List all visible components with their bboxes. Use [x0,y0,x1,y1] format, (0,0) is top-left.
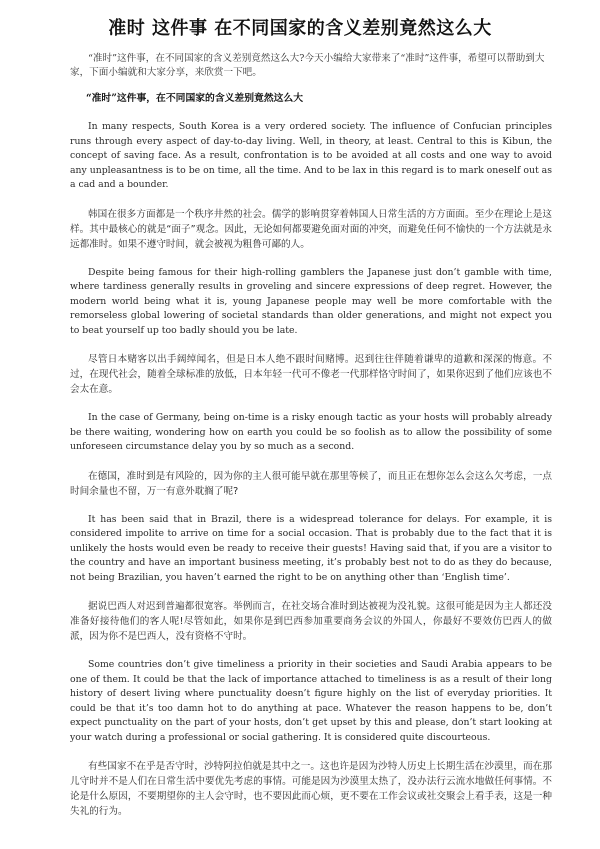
paragraph-en-germany: In the case of Germany, being on-time is a risky enough tactic as your hosts will probably already be there waiting, wondering how on earth you could be so foolish as to allow the possibility of some unforeseen circumstance delay you by so much as a second. [70,412,552,452]
article-title: 准时 这件事 在不同国家的含义差别竟然这么大 [108,18,492,39]
paragraph-en-south-korea: In many respects, South Korea is a very ordered society. The influence of Confucian principles runs through every aspect of day-to-day living. Well, in theory, at least. Central to this is Kibun, the concept of saving face. As a result, confrontation is to be avoided at all costs and one way to avoid any unpleasantness is to be on time, all the time. And to be lax in this regard is to mark oneself out as a cad and a bounder. [70,121,552,190]
paragraph-en-saudi-arabia: Some countries don’t give timeliness a priority in their societies and Saudi Arabia appears to be one of them. It could be that the lack of importance attached to timeliness is as a result of their long history of desert living where punctuality doesn’t figure highly on the list of everyday priorities. It could be that it’s too damn hot to do anything at pace. Whatever the reason happens to be, don’t expect punctuality on the part of your hosts, don’t get upset by this and please, don’t start looking at your watch during a professional or social gathering. It is considered quite discourteous. [70,659,552,743]
paragraph-zh-brazil: 据说巴西人对迟到普遍都很宽容。举例而言，在社交场合准时到达被视为没礼貌。这很可能是因为主人都还没准备好接待他们的客人呢!尽管如此，如果你是到巴西参加重要商务会议的外国人，你最好不要效仿巴西人的做派，因为你不是巴西人，没有资格不守时。 [70,601,552,642]
section-subheading: “准时”这件事，在不同国家的含义差别竟然这么大 [86,93,304,104]
paragraph-en-brazil: It has been said that in Brazil, there is a widespread tolerance for delays. For example, it is considered impolite to arrive on time for a social occasion. That is probably due to the fact that it is unlikely the hosts would even be ready to receive their guests! Having said that, if you are a visitor to the country and have an important business meeting, it’s probably best not to do as they do because, not being Brazilian, you haven’t earned the right to be on anything other than ‘English time’. [70,513,552,583]
paragraph-zh-japan: 尽管日本赌客以出手阔绰闻名，但是日本人绝不跟时间赌博。迟到往往伴随着谦卑的道歉和深深的悔意。不过，在现代社会，随着全球标准的放低，日本年轻一代可不像老一代那样恪守时间了，如果你迟到了他们应该也不会太在意。 [70,354,552,395]
paragraph-zh-south-korea: 韩国在很多方面都是一个秩序井然的社会。儒学的影响贯穿着韩国人日常生活的方方面面。至少在理论上是这样。其中最核心的就是“面子”观念。因此，无论如何都要避免面对面的冲突，而避免任何不愉快的一个方法就是永远都准时。如果不遵守时间，就会被视为粗鲁可鄙的人。 [70,208,552,250]
paragraph-zh-saudi-arabia: 有些国家不在乎是否守时，沙特阿拉伯就是其中之一。这也许是因为沙特人历史上长期生活在沙漠里，而在那儿守时并不是人们在日常生活中要优先考虑的事情。可能是因为沙漠里太热了，没办法行云流水地做任何事情。不论是什么原因，不要期望你的主人会守时，也不要因此而心烦，更不要在工作会议或社交聚会上看手表，这是一种失礼的行为。 [70,761,552,817]
intro-paragraph: “准时”这件事，在不同国家的含义差别竟然这么大?今天小编给大家带来了“准时”这件事，希望可以帮助到大家，下面小编就和大家分享，来欣赏一下吧。 [70,53,545,78]
paragraph-zh-germany: 在德国，准时到是有风险的，因为你的主人很可能早就在那里等候了，而且正在想你怎么会这么欠考虑，一点时间余量也不留，万一有意外耽搁了呢? [70,470,552,497]
paragraph-en-japan: Despite being famous for their high-rolling gamblers the Japanese just don’t gamble with time, where tardiness generally results in groveling and sincere expressions of deep regret. However, the modern world being what it is, young Japanese people may well be more comfortable with the remorseless global lowering of societal standards than older generations, and might not expect you to beat yourself up too badly should you be late. [70,266,552,336]
